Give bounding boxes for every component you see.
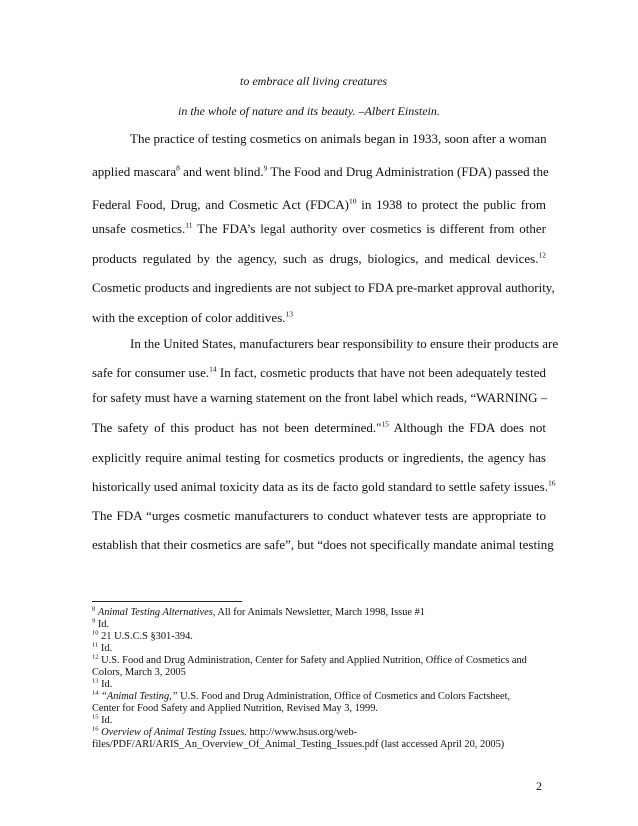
footnote-13: $^{13}$ Id. (92, 677, 113, 690)
body-line-12: explicitly require animal testing for cosmetics products or ingredients, the agency has (92, 450, 546, 465)
body-line-7: with the exception of color additives.$^{13}$ (92, 309, 294, 325)
footnote-11: $^{11}$ Id. (92, 641, 113, 654)
footnote-ref-16[interactable]: 16 (547, 478, 556, 488)
footnote-ref-14[interactable]: 14 (209, 364, 217, 374)
footnote-10: $^{10}$ 21 U.S.C.S §301-394. (92, 629, 193, 642)
footnote-16-link[interactable]: http://www.hsus.org/web- (246, 727, 358, 738)
body-line-14: The FDA “urges cosmetic manufacturers to conduct whatever tests are appropriate to (92, 508, 546, 523)
footnote-14-cont: Center for Food Safety and Applied Nutrition, Revised May 3, 1999. (92, 703, 378, 714)
footnote-ref-10[interactable]: 10 (348, 196, 357, 206)
page-number: 2 (536, 779, 542, 793)
body-line-11: The safety of this product has not been determined."$^{15}$ Although the FDA does not (92, 419, 546, 435)
epigraph-line-2: in the whole of nature and its beauty. –Albert Einstein. (178, 104, 440, 118)
footnote-15: $^{15}$ Id. (92, 713, 113, 726)
footnote-ref-9[interactable]: 9 (263, 163, 268, 173)
body-line-1: The practice of testing cosmetics on animals began in 1933, soon after a woman (130, 131, 547, 146)
footnote-12: $^{12}$ U.S. Food and Drug Administration, Center for Safety and Applied Nutrition, Office of Cosmetics and (92, 653, 527, 666)
footnote-12-cont: Colors, March 3, 2005 (92, 667, 186, 678)
body-line-3: Federal Food, Drug, and Cosmetic Act (FDCA)$^{10}$ in 1938 to protect the public from (92, 196, 546, 212)
body-line-4: unsafe cosmetics.$^{11}$ The FDA’s legal authority over cosmetics is different from other (92, 220, 546, 236)
footnote-ref-15[interactable]: 15 (381, 419, 389, 429)
body-line-8: In the United States, manufacturers bear responsibility to ensure their products are (130, 336, 559, 351)
body-line-10: for safety must have a warning statement on the front label which reads, “WARNING – (92, 390, 548, 405)
footnote-ref-11[interactable]: 11 (185, 220, 193, 230)
footnote-16: $^{16}$ Overview of Animal Testing Issues. http://www.hsus.org/web- (92, 725, 358, 738)
footnote-8: $^8$ Animal Testing Alternatives, All for Animals Newsletter, March 1998, Issue #1 (92, 605, 426, 618)
footnote-ref-13[interactable]: 13 (285, 309, 294, 319)
body-line-6: Cosmetic products and ingredients are not subject to FDA pre-market approval authority, (92, 280, 555, 295)
body-line-13: historically used animal toxicity data as its de facto gold standard to settle safety issues.$^{16}$ (92, 478, 556, 494)
footnote-16-cont[interactable]: files/PDF/ARI/ARIS_An_Overview_Of_Animal_Testing_Issues.pdf (last accessed April 20, 2005) (92, 739, 505, 750)
footnote-ref-8[interactable]: 8 (176, 163, 180, 173)
body-line-9: safe for consumer use.$^{14}$ In fact, cosmetic products that have not been adequately tested (92, 364, 546, 380)
body-line-15: establish that their cosmetics are safe”, but “does not specifically mandate animal testing (92, 537, 554, 552)
body-line-2: applied mascara$^8$ and went blind.$^9$ The Food and Drug Administration (FDA) passed the (92, 163, 549, 179)
epigraph-line-1: to embrace all living creatures (240, 74, 388, 88)
footnote-ref-12[interactable]: 12 (538, 250, 546, 260)
footnote-9: $^9$ Id. (92, 617, 110, 630)
footnote-separator (92, 601, 242, 602)
footnote-14: $^{14}$ “Animal Testing,” U.S. Food and Drug Administration, Office of Cosmetics and Colors Factsheet, (92, 689, 511, 702)
body-line-5: products regulated by the agency, such as drugs, biologics, and medical devices.$^{12}$ (92, 250, 546, 266)
